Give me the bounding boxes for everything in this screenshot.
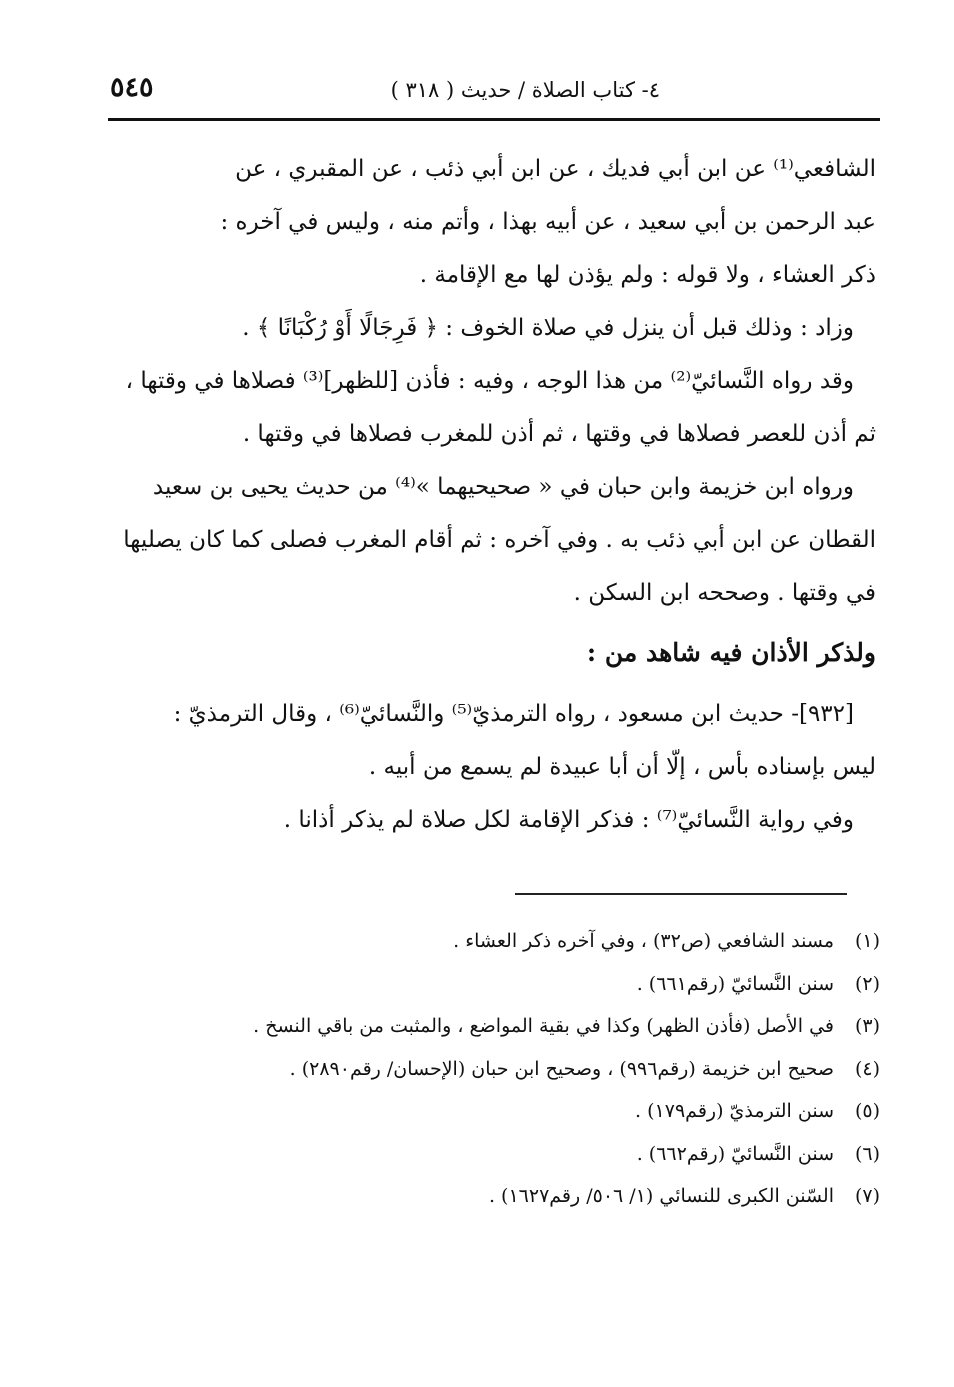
footnote-text: في الأصل (فأذن الظهر) وكذا في بقية المواضع ، والمثبت من باقي النسخ . bbox=[253, 1015, 834, 1037]
text-line: الشافعي⁽¹⁾ عن ابن أبي فديك ، عن ابن أبي ذئب ، عن المقبري ، عن bbox=[235, 156, 876, 182]
text-line: ليس بإسناده بأس ، إلّا أن أبا عبيدة لم يسمع من أبيه . bbox=[368, 754, 876, 780]
text-line: وقد رواه النَّسائيّ⁽²⁾ من هذا الوجه ، وفيه : فأذن [للظهر]⁽³⁾ فصلاها في وقتها ، bbox=[125, 368, 854, 394]
text-line: ورواه ابن خزيمة وابن حبان في « صحيحيهما »⁽⁴⁾ من حديث يحيى بن سعيد bbox=[152, 474, 854, 500]
footnote-number: (١) bbox=[854, 930, 880, 952]
running-title: ٤- كتاب الصلاة / حديث ( ٣١٨ ) bbox=[390, 78, 660, 102]
footnote-number: (٤) bbox=[854, 1057, 880, 1080]
footnote bbox=[160, 920, 880, 963]
footnote-number: (٥) bbox=[854, 1100, 880, 1122]
footnote-text: السّنن الكبرى للنسائي (١/ ٥٠٦/ رقم١٦٢٧) . bbox=[488, 1185, 834, 1207]
text-line: ذكر العشاء ، ولا قوله : ولم يؤذن لها مع الإقامة . bbox=[419, 262, 876, 288]
page-header bbox=[108, 72, 880, 112]
footnote bbox=[160, 1005, 880, 1048]
text-line: القطان عن ابن أبي ذئب به . وفي آخره : ثم أقام المغرب فصلى كما كان يصليها bbox=[123, 527, 876, 553]
footnote bbox=[160, 963, 880, 1006]
text-line: [٩٣٢]- حديث ابن مسعود ، رواه الترمذيّ⁽⁵⁾ والنَّسائيّ⁽⁶⁾ ، وقال الترمذيّ : bbox=[173, 701, 854, 727]
footnote bbox=[160, 1090, 880, 1133]
page-number: ٥٤٥ bbox=[110, 72, 154, 103]
footnote-text: سنن النَّسائيّ (رقم٦٦١) . bbox=[636, 972, 834, 995]
footnote-number: (٣) bbox=[854, 1015, 880, 1037]
footnote-text: مسند الشافعي (ص٣٢) ، وفي آخره ذكر العشاء . bbox=[453, 930, 834, 952]
footnote-number: (٦) bbox=[854, 1142, 880, 1165]
footnote-text: سنن الترمذيّ (رقم١٧٩) . bbox=[635, 1100, 834, 1122]
footnote-separator bbox=[515, 893, 847, 895]
footnote-text: صحيح ابن خزيمة (رقم٩٩٦) ، وصحيح ابن حبان (الإحسان/ رقم٢٨٩٠) . bbox=[289, 1057, 834, 1080]
footnote-text: سنن النَّسائيّ (رقم٦٦٢) . bbox=[636, 1142, 834, 1165]
text-line: وفي رواية النَّسائيّ⁽⁷⁾ : فذكر الإقامة لكل صلاة لم يذكر أذانا . bbox=[283, 807, 854, 833]
footnote bbox=[160, 1048, 880, 1091]
text-line: وزاد : وذلك قبل أن ينزل في صلاة الخوف : ﴿ فَرِجَالًا أَوْ رُكْبَانًا ﴾ . bbox=[242, 315, 854, 341]
text-line: عبد الرحمن بن أبي سعيد ، عن أبيه بهذا ، وأتم منه ، وليس في آخره : bbox=[220, 209, 876, 235]
text-line: ثم أذن للعصر فصلاها في وقتها ، ثم أذن للمغرب فصلاها في وقتها . bbox=[242, 421, 876, 447]
footnote bbox=[160, 1175, 880, 1218]
footnote bbox=[160, 1133, 880, 1176]
main-text bbox=[108, 143, 876, 847]
footnotes bbox=[160, 920, 880, 1218]
footnote-number: (٧) bbox=[854, 1185, 880, 1207]
footnote-number: (٢) bbox=[854, 972, 880, 995]
header-rule bbox=[108, 118, 880, 121]
section-heading: ولذكر الأذان فيه شاهد من : bbox=[586, 638, 876, 667]
text-line: في وقتها . وصححه ابن السكن . bbox=[573, 580, 876, 606]
